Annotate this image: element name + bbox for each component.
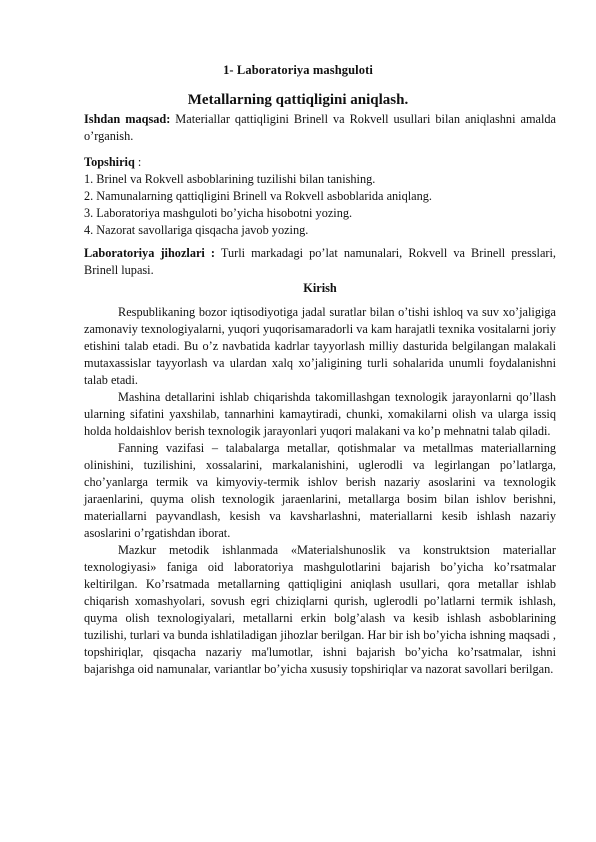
aim-label: Ishdan maqsad: <box>84 112 171 126</box>
task-suffix: : <box>134 155 142 169</box>
list-item: 2. Namunalarning qattiqligini Brinell va Rokvell asboblarida aniqlang. <box>84 189 432 203</box>
task-list <box>84 171 556 239</box>
task-heading <box>84 154 556 171</box>
list-item: 4. Nazorat savollariga qisqacha javob yozing. <box>84 223 309 237</box>
list-item: 1. Brinel va Rokvell asboblarining tuzilishi bilan tanishing. <box>84 172 376 186</box>
intro-paragraph: Mazkur metodik ishlanmada «Materialshunoslik va konstruktsion materiallar texnologiyasi» faniga oid laboratoriya mashgulotlarini bajarish bo’yicha ko’rsatmalar keltirilgan. Ko’rsatmada metallarning qattiqligini aniqlash usullari, qora metallar ishlab chiqarish xomashyolari, sovush egri chiziqlarni qurish, uglerodli po’latlarni termik ishlash, quyma olish texnologiyalari, metallarni erkin bolg’alash va kesib ishlash asboblarining tuzilishi, turlari va bunda ishlatiladigan jihozlar berilgan. Har bir ish bo’yicha ishning maqsadi , topshiriqlar, qisqacha nazariy ma'lumotlar, ishni bajarish bo’yicha ko’rsatmalar, ishni bajarishga oid namunalar, variantlar bo’yicha xususiy topshiriqlar va nazorat savollari berilgan. <box>84 543 556 676</box>
main-title: Metallarning qattiqligini aniqlash. <box>187 92 409 108</box>
intro-heading: Kirish <box>303 281 337 295</box>
task-label: Topshiriq <box>84 155 135 169</box>
lab-title: 1- Laboratoriya mashguloti <box>223 63 373 77</box>
intro-paragraph: Fanning vazifasi – talabalarga metallar, qotishmalar va metallmas materiallarning olinishini, tuzilishini, xossalarini, markalanishini, uglerodli va legirlangan po’latlarga, cho’yanlarga termik va kimyoviy-termik ishlov berish nazariy asoslarini va texnologik jaraenlarini, quyma olish texnologik jaraenlarini, metallarga bosim bilan ishlov berishni, materiallarni payvandlash, kesish va kavsharlashni, materiallarni kesib ishlash nazariy asoslarini o’rgatishdan iborat. <box>84 441 556 540</box>
equipment-label: Laboratoriya jihozlari : <box>84 246 216 260</box>
document-body <box>84 111 556 678</box>
equipment-paragraph <box>84 245 556 279</box>
intro-paragraph: Respublikaning bozor iqtisodiyotiga jadal suratlar bilan o’tishi ishloq va suv xo’jaligiga zamonaviy texnologiyalarni, yuqori yuqorisamaradorli va kam harajatli texnika vositalarni joriy etishini talab etadi. Bu o’z navbatida kadrlar tayyorlash milliy dasturida belgilangan malakali mutaxassislar tayyorlash va ulardan xalq xo’jaligining turli sohalarida unumli foydalanishni talab etadi. <box>84 305 556 387</box>
equipment-text: Turli markadagi po’lat namunalari, Rokvell va Brinell presslari, Brinell lupasi. <box>84 246 556 277</box>
intro-paragraph: Mashina detallarini ishlab chiqarishda takomillashgan texnologik jarayonlarni qo’llash ularning sifatini yaxshilab, tannarhini kamaytiradi, chunki, xomakilarni olish va ularga issiq holda holdaishlov berish texnologik jarayonlari yuqori malakani va ko’p mehnatni talab qiladi. <box>84 390 556 438</box>
aim-paragraph <box>84 111 556 145</box>
aim-text: Materiallar qattiqligini Brinell va Rokvell usullari bilan aniqlashni amalda o’rganish. <box>84 112 556 143</box>
list-item: 3. Laboratoriya mashguloti bo’yicha hisobotni yozing. <box>84 206 353 220</box>
